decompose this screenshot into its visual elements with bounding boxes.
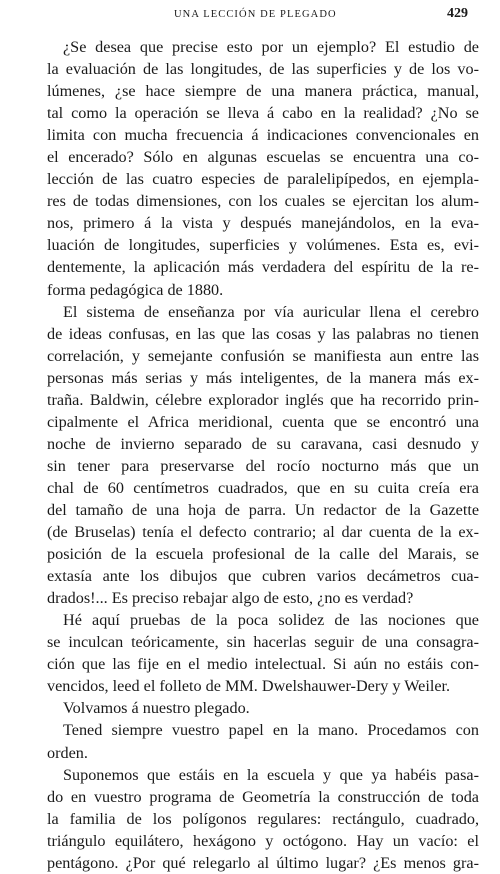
text-line: nos, primero á la vista y después manejándolos, en la eva- <box>47 214 479 233</box>
text-line: cipalmente el Africa meridional, cuenta que se encontró una <box>47 412 479 431</box>
text-line: el encerado? Sólo en algunas escuelas se encuentra una co- <box>47 148 479 167</box>
text-line: orden. <box>47 743 88 762</box>
text-line: luación de longitudes, superficies y volúmenes. Esta es, evi- <box>47 236 479 255</box>
text-line: sin tener para preservarse del rocío nocturno más que un <box>47 456 479 475</box>
text-line: traña. Baldwin, célebre explorador inglés que ha recorrido prin- <box>47 390 479 409</box>
text-line: do en vuestro programa de Geometría la construcción de toda <box>47 787 479 806</box>
text-line: pentágono. ¿Por qué relegarlo al último lugar? ¿Es menos gra- <box>47 853 479 872</box>
text-line: lección de las cuatro especies de paralelipípedos, en ejempla- <box>47 170 479 189</box>
text-line: noche de invierno separado de su caravana, casi desnudo y <box>47 434 479 453</box>
text-line: de ideas confusas, en las que las cosas y las palabras no tienen <box>47 324 479 343</box>
text-line: drados!... Es preciso rebajar algo de esto, ¿no es verdad? <box>47 589 414 608</box>
page-header <box>0 6 500 26</box>
text-line: ¿Se desea que precise esto por un ejemplo? El estudio de <box>63 38 479 56</box>
text-line: la evaluación de las longitudes, de las superficies y de los vo- <box>47 60 479 79</box>
text-line: posición de la escuela profesional de la calle del Marais, se <box>47 545 479 564</box>
text-line: forma pedagógica de 1880. <box>47 280 224 299</box>
page-number: 429 <box>447 6 468 21</box>
text-line: la familia de los polígonos regulares: rectángulo, cuadrado, <box>47 809 479 828</box>
text-line: Suponemos que estáis en la escuela y que ya habéis pasa- <box>63 765 479 784</box>
text-line: tal como la operación se lleva á cabo en la realidad? ¿No se <box>47 104 479 123</box>
text-line: Hé aquí pruebas de la poca solidez de las nociones que <box>63 611 479 630</box>
text-line: se inculcan teóricamente, sin hacerlas seguir de una consagra- <box>47 633 479 652</box>
text-line: correlación, y semejante confusión se manifiesta aun entre las <box>47 346 479 365</box>
text-line: dentemente, la aplicación más verdadera del espíritu de la re- <box>47 258 479 277</box>
text-line: extasía ante los dibujos que cubren varios decámetros cua- <box>47 567 479 586</box>
text-line: personas más serias y más inteligentes, de la manera más ex- <box>47 368 479 387</box>
running-title: UNA LECCIÓN DE PLEGADO <box>174 9 337 20</box>
text-line: lúmenes, ¿se hace siempre de una manera práctica, manual, <box>47 82 479 101</box>
text-line: (de Bruselas) tenía el defecto contrario; al dar cuenta de la ex- <box>47 523 479 542</box>
body-text <box>47 36 479 874</box>
text-line: del tamaño de una hoja de parra. Un redactor de la Gazette <box>47 500 479 519</box>
text-line: El sistema de enseñanza por vía auricular llena el cerebro <box>63 302 479 321</box>
text-line: res de todas dimensiones, con los cuales se ejercitan los alum- <box>47 192 479 211</box>
text-line: vencidos, leed el folleto de MM. Dwelshauwer-Dery y Weiler. <box>47 677 451 696</box>
text-line: Volvamos á nuestro plegado. <box>63 699 250 718</box>
text-line: triángulo equilátero, hexágono y octógono. Hay un vacío: el <box>47 831 479 850</box>
text-line: ción que las fije en el medio intelectual. Si aún no estáis con- <box>47 655 479 674</box>
text-line: limita con mucha frecuencia á indicaciones convencionales en <box>47 126 479 145</box>
text-line: Tened siempre vuestro papel en la mano. Procedamos con <box>63 721 479 740</box>
text-line: chal de 60 centímetros cuadrados, que en su cuita creía era <box>47 478 479 497</box>
